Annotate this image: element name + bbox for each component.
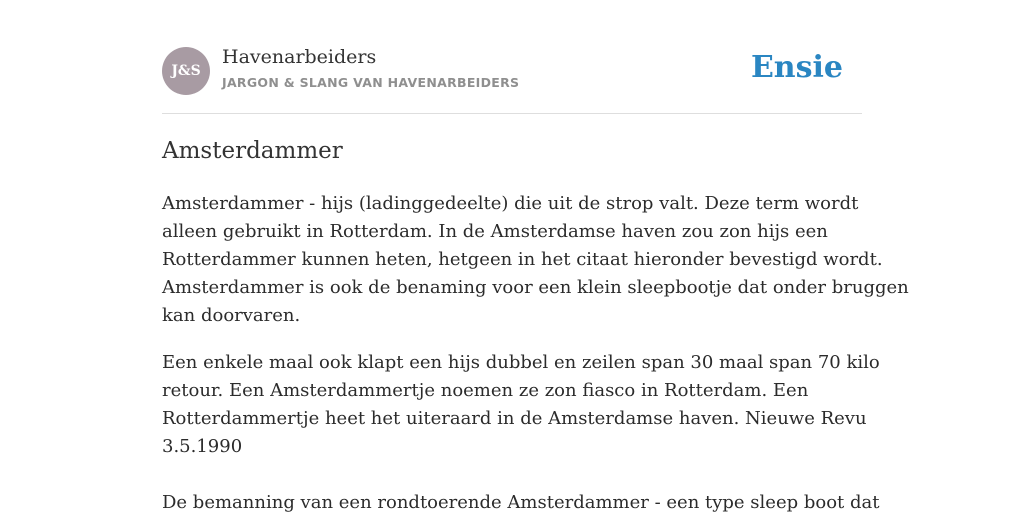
paragraph-line: Rotterdammertje heet het uiteraard in de Amsterdamse haven. Nieuwe Revu [162,408,867,429]
content-container [162,0,909,512]
dictionary-avatar[interactable]: J&S [162,47,210,95]
paragraph-line: retour. Een Amsterdammertje noemen ze zon fiasco in Rotterdam. Een [162,380,809,401]
paragraph-line: Amsterdammer is ook de benaming voor een klein sleepbootje dat onder bruggen [162,277,909,298]
paragraph-line: Rotterdammer kunnen heten, hetgeen in het citaat hieronder bevestigd wordt. [162,249,883,270]
definition-paragraph-2 [162,349,880,461]
dictionary-subtitle: JARGON & SLANG VAN HAVENARBEIDERS [222,75,520,90]
term-title: Amsterdammer [162,138,343,164]
paragraph-line: De bemanning van een rondtoerende Amsterdammer - een type sleep boot dat [162,492,880,512]
dictionary-name-link[interactable]: Havenarbeiders [222,46,377,68]
paragraph-line: kan doorvaren. [162,305,301,326]
paragraph-line: Amsterdammer - hijs (ladinggedeelte) die uit de strop valt. Deze term wordt [162,193,859,214]
definition-paragraph-3 [162,489,880,512]
ensie-logo-link[interactable]: Ensie [750,50,843,85]
paragraph-line: 3.5.1990 [162,436,243,457]
paragraph-line: alleen gebruikt in Rotterdam. In de Amsterdamse haven zou zon hijs een [162,221,828,242]
paragraph-line: Een enkele maal ook klapt een hijs dubbel en zeilen span 30 maal span 70 kilo [162,352,880,373]
dictionary-header [162,0,862,114]
definition-paragraph-1 [162,190,909,330]
